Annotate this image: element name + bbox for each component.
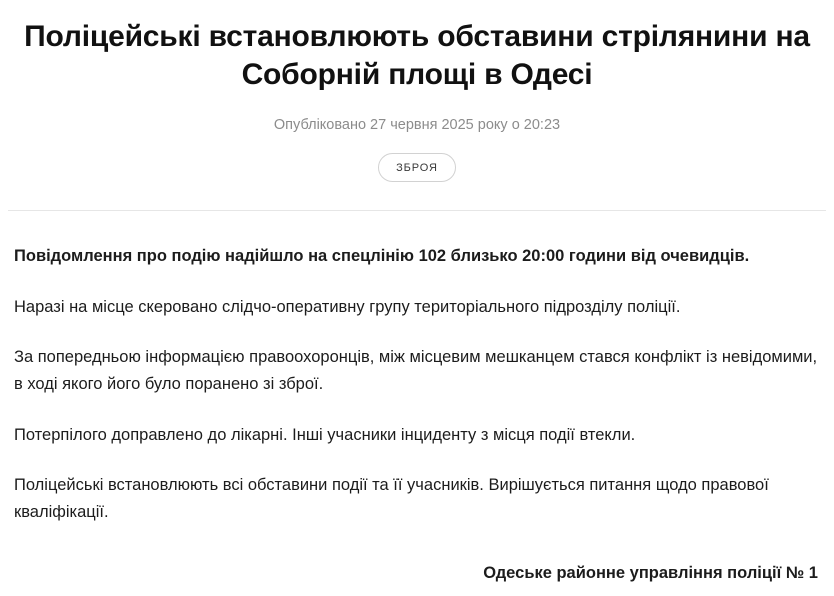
paragraph-lead: Повідомлення про подію надійшло на спецлінію 102 близько 20:00 години від очевидців. xyxy=(14,246,750,265)
paragraph: Наразі на місце скеровано слідчо-оперативну групу територіального підрозділу поліції. xyxy=(14,297,681,316)
tag-row xyxy=(8,153,826,182)
article-signature: Одеське районне управління поліції № 1 xyxy=(483,563,818,582)
paragraph: Поліцейські встановлюють всі обставини події та її учасників. Вирішується питання щодо правової кваліфікації. xyxy=(14,476,769,522)
article-body xyxy=(8,211,826,587)
tag-chip-weapon[interactable]: ЗБРОЯ xyxy=(378,153,456,182)
page-title: Поліцейські встановлюють обставини стрілянини на Соборній площі в Одесі xyxy=(24,20,810,92)
paragraph: За попередньою інформацією правоохоронців, між місцевим мешканцем стався конфлікт із невідомими, в ході якого його було поранено зі зброї. xyxy=(14,348,818,393)
paragraph: Потерпілого доправлено до лікарні. Інші учасники інциденту з місця події втекли. xyxy=(14,425,636,444)
publish-date: Опубліковано 27 червня 2025 року о 20:23 xyxy=(273,116,561,133)
